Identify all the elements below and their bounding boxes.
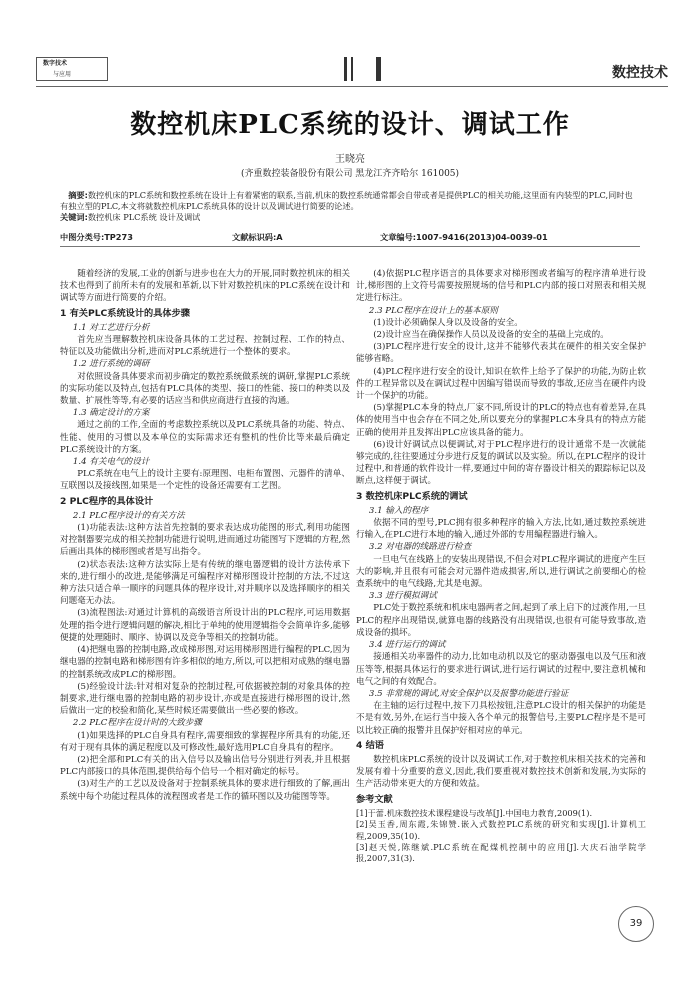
page-header — [36, 55, 668, 85]
section-title: 数控技术 — [612, 65, 668, 81]
header-stripe — [351, 57, 353, 81]
paragraph: PLC处于数控系统和机床电器两者之间,起到了承上启下的过渡作用,一旦PLC的程序出现错误,就算电器的线路没有出现错误,也很有可能导致事故,造成设备的损坏。 — [356, 603, 646, 638]
reference-item: [1]于蕾.机床数控技术课程建设与改革[J].中国电力教育,2009(1). — [356, 807, 593, 818]
paragraph: 依据不同的型号,PLC拥有很多种程序的输入方法,比如,通过数控系统进行输入,在PLC进行本地的输入,通过外部的专用编程器进行输入。 — [356, 518, 646, 541]
paragraph: (3)流程图法:对通过计算机的高级语言所设计出的PLC程序,可运用数据处理的指令进行逻辑问题的解决,相比于单纯的使用逻辑指令会简单许多,能够便捷的处理随时、顺序、协调以及竞争等相关的控制功能。 — [60, 608, 350, 643]
header-stripe — [376, 57, 381, 81]
subsection-heading: 1.1 对工艺进行分析 — [72, 322, 150, 333]
abstract-label: 摘要: — [68, 190, 88, 200]
abstract — [60, 190, 640, 212]
journal-logo — [36, 57, 108, 81]
subsection-heading: 3.3 进行模拟调试 — [368, 591, 437, 602]
subsection-heading: 3.2 对电器的线路进行检查 — [368, 542, 472, 553]
section-heading: 4 结语 — [356, 739, 384, 751]
page-number: 39 — [629, 918, 643, 929]
paragraph: (2)设计应当在确保操作人员以及设备的安全的基础上完成的。 — [373, 330, 609, 341]
paragraph: 数控机床PLC系统的设计以及调试工作,对于数控机床相关技术的完善和发展有着十分重要的意义,因此,我们要重视对数控技术创新和发展,为实际的生产活动带来更大的方便和效益。 — [356, 754, 646, 790]
paragraph: 一旦电气在线路上的安装出现错误,不但会对PLC程序调试的进度产生巨大的影响,并且很有可能会对元器件造成损害,所以,进行调试之前要细心的检查系统中的电气线路,尤其是电源。 — [356, 554, 646, 590]
paragraph: 对依照设备具体要求而初步确定的数控系统做系统的调研,掌握PLC系统的实际功能以及特点,包括有PLC具体的类型、接口的性能、接口的种类以及数量、扩展性等等,有必要的话应当和供应商进行直接的沟通。 — [60, 371, 350, 407]
section-heading: 1 有关PLC系统设计的具体步骤 — [60, 307, 190, 319]
header-stripe — [344, 57, 347, 81]
reference-item: [2]吴玉香,周东霞,朱锦赞.嵌入式数控PLC系统的研究和实现[J].计算机工程,2009,35(10). — [356, 819, 646, 841]
subsection-heading: 1.4 有关电气的设计 — [72, 457, 150, 468]
paragraph: (4)依据PLC程序语言的具体要求对梯形图或者编写的程序清单进行设计,梯形图的上文符号需要按照规场的信号和PLC内部的接口对照表和相关规定进行标注。 — [356, 269, 646, 304]
paragraph: (1)设计必须确保人身以及设备的安全。 — [373, 317, 523, 328]
paragraph: 通过之前的工作,全面的考虑数控系统以及PLC系统具备的功能、特点、性能、使用的习惯以及本单位的实际需求还有整机的性价比等来最后确定PLC系统设计的方案。 — [60, 420, 350, 455]
abstract-block — [60, 190, 640, 224]
subsection-heading: 2.2 PLC程序在设计时的大致步骤 — [72, 718, 202, 729]
document-code: 文献标识码:A — [232, 232, 283, 242]
meta-divider — [60, 246, 640, 247]
paragraph: (6)设计好调试点以便调试,对于PLC程序进行的设计通常不是一次就能够完成的,往往要通过分步进行反复的调试以及实验。所以,在PLC程序的设计过程中,和普通的软件设计一样,要通过中间的寄存器设计相关的跟踪标记以及断点,这样便于调试。 — [356, 439, 646, 487]
subsection-heading: 3.4 进行运行的调试 — [368, 640, 446, 651]
paragraph: (3)PLC程序进行安全的设计,这并不能够代表其在硬件的相关安全保护能够省略。 — [356, 342, 646, 365]
left-column — [60, 268, 350, 803]
author: 王晓亮 — [335, 154, 365, 165]
paragraph: PLC系统在电气上的设计主要有:原理图、电柜布置图、元器件的清单、互联图以及接线图,如果是一个定性的设备还需要有工艺图。 — [60, 469, 350, 492]
paragraph: (5)经验设计法:针对相对复杂的控制过程,可依据被控制的对象具体的控制要求,进行继电器的控制电路的初步设计,亦或是直接进行梯形图的设计,然后做出一定的校验和简化,某些时候还需要做出一些必要的修改。 — [60, 681, 350, 717]
logo-line-1: 数字技术 — [43, 60, 68, 67]
header-divider — [36, 86, 668, 87]
paragraph: (2)把全部和PLC有关的出入信号以及输出信号分别进行列表,并且根据PLC内部接口的具体范围,提供给每个信号一个相对确定的标号。 — [60, 754, 350, 778]
keywords — [60, 212, 640, 223]
right-column — [356, 268, 646, 865]
article-title: 数控机床PLC系统的设计、调试工作 — [130, 110, 570, 140]
affiliation: (齐重数控装备股份有限公司 黑龙江齐齐哈尔 161005) — [240, 169, 460, 179]
paragraph: 在主轴的运行过程中,按下刀具松按钮,注意PLC设计的相关保护的功能是不是有效,另外,在运行当中接入各个单元的报警信号,主要PLC程序是不是可以比较正确的报警并且保护好相对应的单元。 — [356, 701, 646, 736]
paragraph: (1)功能表法:这种方法首先控制的要求表达成功能图的形式,利用功能图对控制器要完成的相关控制功能进行说明,进而通过功能图写下逻辑的方程,然后画出具体的梯形图或者是写出指令。 — [60, 523, 350, 558]
clc-number: 中图分类号:TP273 — [60, 232, 133, 242]
paragraph: 首先应当理解数控机床设备具体的工艺过程、控制过程、工作的特点、特征以及功能做出分析,进而对PLC系统进行一个整体的要求。 — [60, 335, 350, 358]
paragraph: (3)对生产的工艺以及设备对于控制系统具体的要求进行细致的了解,画出系统中每个功能过程具体的流程图或者是工作的循环图以及功能图等等。 — [60, 779, 350, 802]
logo-line-2: 与应用 — [53, 71, 72, 78]
paragraph: (4)PLC程序进行安全的设计,知识在软件上给予了保护的功能,为防止软件的工程异常以及在调试过程中因编写错误而导致的事故,还应当在硬件内设计一个保护的功能。 — [356, 366, 646, 402]
reference-item: [3]赵天悦,陈继斌.PLC系统在配煤机控制中的应用[J].大庆石油学院学报,2007,31(3). — [356, 841, 646, 864]
subsection-heading: 2.3 PLC程序在设计上的基本原则 — [368, 305, 498, 316]
subsection-heading: 1.2 进行系统的调研 — [72, 359, 150, 370]
paragraph: (2)状态表法:这种方法实际上是有传统的继电器逻辑的设计方法传承下来的,进行细小的改进,是能够满足可编程序对梯形图设计控制的方法,不过这种方法只适合单一顺序的问题具体的程序设计,对并顺序以及选择顺序的相关问题毫无办法。 — [60, 559, 350, 607]
paragraph: (1)如果选择的PLC自身具有程序,需要细致的掌握程序所具有的功能,还有对于现有具体的满足程度以及可修改性,最好选用PLC自身具有的程序。 — [60, 730, 350, 753]
paragraph: (4)把继电器的控制电路,改成梯形图,对运用梯形图进行编程的PLC,因为继电器的控制电路和梯形图有许多相似的地方,所以,可以把相对成熟的继电器的控制系统改成PLC的梯形图。 — [60, 645, 350, 680]
paragraph: 接通相关功率器件的动力,比如电动机以及它的驱动器强电以及气压和液压等等,根据具体运行的要求进行调试,进行运行调试的过程中,要注意机械和电气之间的有效配合。 — [356, 652, 646, 687]
section-heading: 2 PLC程序的具体设计 — [60, 495, 154, 507]
keywords-text: 数控机床 PLC系统 设计及调试 — [87, 212, 201, 223]
paragraph: 随着经济的发展,工业的创新与进步也在大力的开展,同时数控机床的相关技术也得到了前所未有的发展和革新,以下针对数控机床的PLC系统在设计和调试等方面进行简要的介绍。 — [60, 269, 350, 304]
subsection-heading: 3.1 输入的程序 — [368, 505, 429, 516]
abstract-text: 数控机床的PLC系统和数控系统在设计上有着紧密的联系,当前,机床的数控系统通常都会自带或者是提供PLC的相关功能,这里面有内装型的PLC,同时也有独立型的PLC,本文将就数控机床PLC系统具体的设计以及调试进行简要的论述。 — [60, 190, 633, 212]
page-number-badge — [618, 906, 654, 942]
article-number: 文章编号:1007-9416(2013)04-0039-01 — [380, 232, 548, 242]
subsection-heading: 2.1 PLC程序设计的有关方法 — [72, 510, 185, 521]
keywords-label: 关键词: — [60, 212, 88, 223]
subsection-heading: 3.5 非常规的调试,对安全保护以及报警功能进行验证 — [368, 688, 569, 699]
section-heading: 3 数控机床PLC系统的调试 — [356, 490, 468, 502]
section-heading: 参考文献 — [356, 793, 393, 805]
subsection-heading: 1.3 确定设计的方案 — [72, 408, 150, 419]
paragraph: (5)掌握PLC本身的特点,厂家不同,所设计的PLC的特点也有着差异,在具体的使用当中也会存在不同之处,所以要充分的掌握PLC本身具有的特点方能正确的使用并且发挥出PLC应该具备的能力。 — [356, 403, 646, 438]
